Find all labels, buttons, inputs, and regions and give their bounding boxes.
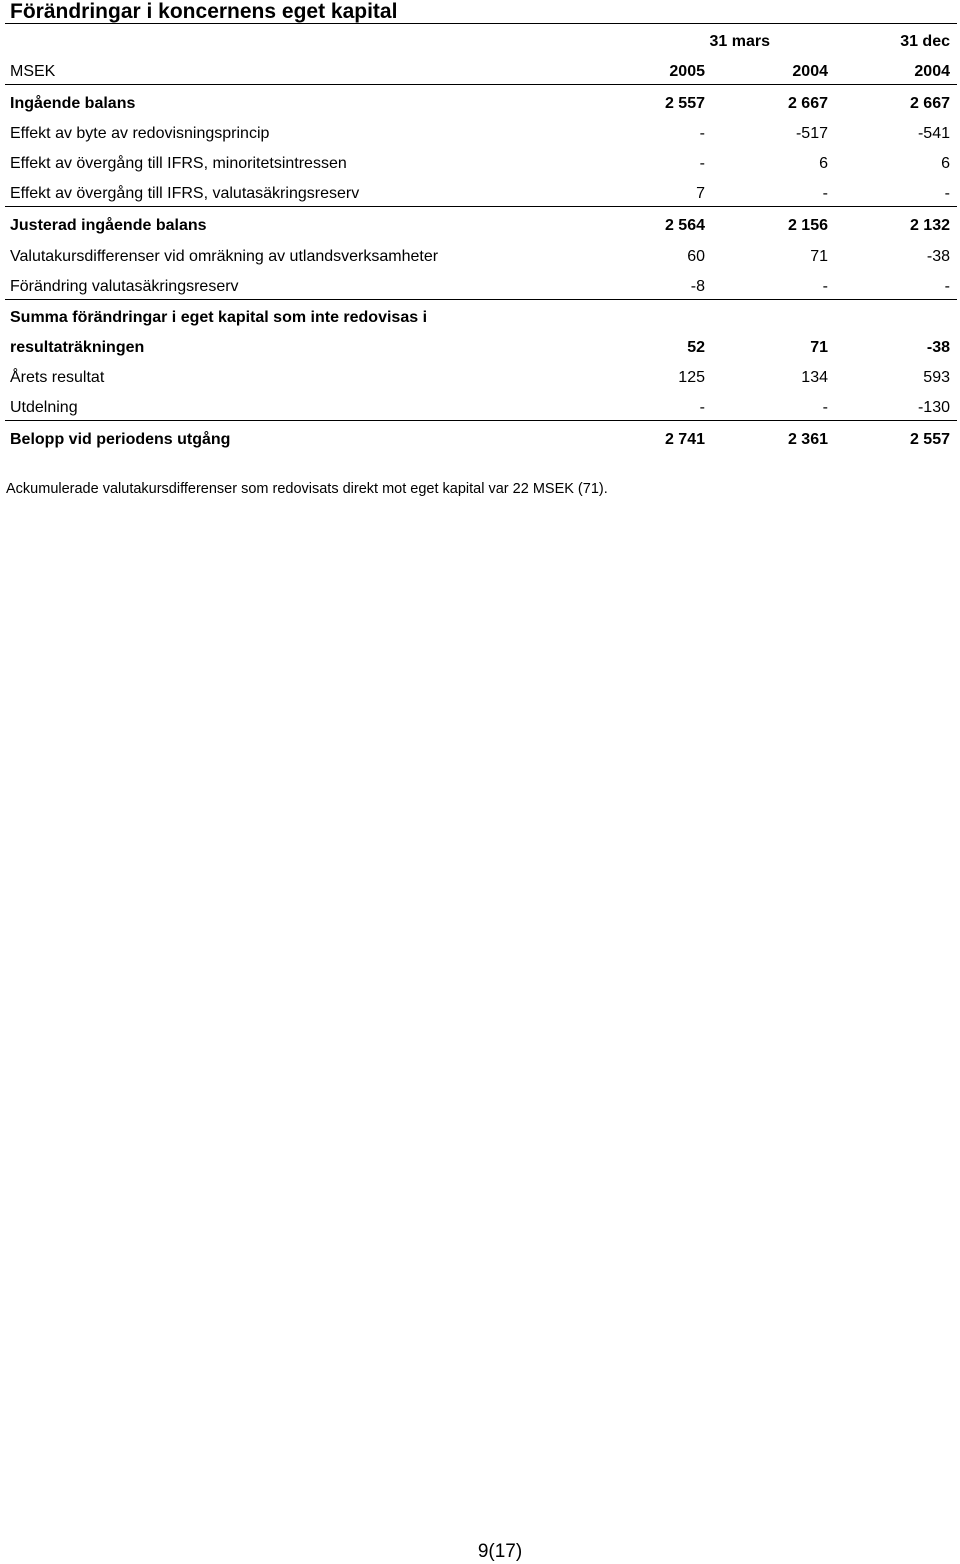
table-row <box>0 336 960 360</box>
cell-col-3: 2 132 <box>909 217 950 234</box>
row-label: Årets resultat <box>10 369 105 386</box>
cell-col-3: 6 <box>941 155 950 172</box>
cell-col-1: 2 557 <box>664 95 705 112</box>
cell-col-1: 125 <box>678 369 705 386</box>
year-col-1: 2005 <box>669 63 705 80</box>
cell-col-3: - <box>944 185 950 202</box>
cell-col-1: 60 <box>687 248 705 265</box>
table-row <box>0 366 960 390</box>
header-year-row <box>0 60 960 84</box>
row-label: Summa förändringar i eget kapital som inte redovisas i <box>10 309 428 326</box>
row-label: Effekt av byte av redovisningsprincip <box>10 125 270 142</box>
table-row <box>0 214 960 238</box>
header-period-row <box>0 30 960 54</box>
row-label: Valutakursdifferenser vid omräkning av utlandsverksamheter <box>10 248 439 265</box>
row-label: Utdelning <box>10 399 78 416</box>
cell-col-1: - <box>699 125 705 142</box>
row-label: Effekt av övergång till IFRS, minoritetsintressen <box>10 155 347 172</box>
table-row <box>0 182 960 206</box>
cell-col-2: 134 <box>801 369 828 386</box>
header-31-mars: 31 mars <box>709 33 770 50</box>
table-row <box>0 152 960 176</box>
total-rule <box>5 420 957 421</box>
row-label: Effekt av övergång till IFRS, valutasäkringsreserv <box>10 185 360 202</box>
cell-col-3: -38 <box>926 248 950 265</box>
unit-label: MSEK <box>10 63 56 80</box>
cell-col-1: 7 <box>696 185 705 202</box>
cell-col-3: - <box>944 278 950 295</box>
cell-col-2: 71 <box>810 339 828 356</box>
table-row <box>0 306 960 330</box>
cell-col-2: 2 667 <box>787 95 828 112</box>
cell-col-1: -8 <box>690 278 705 295</box>
cell-col-2: - <box>822 278 828 295</box>
footnote: Ackumulerade valutakursdifferenser som redovisats direkt mot eget kapital var 22 MSEK (71). <box>6 481 608 497</box>
cell-col-1: 2 741 <box>664 431 705 448</box>
subtotal-rule <box>5 206 957 207</box>
cell-col-2: -517 <box>795 125 828 142</box>
header-rule <box>5 84 957 85</box>
row-label: Ingående balans <box>10 95 136 112</box>
table-row <box>0 92 960 116</box>
year-col-3: 2004 <box>914 63 950 80</box>
table-row <box>0 275 960 299</box>
cell-col-1: - <box>699 399 705 416</box>
cell-col-3: -38 <box>926 339 950 356</box>
cell-col-2: 71 <box>810 248 828 265</box>
page-number: 9(17) <box>477 1541 523 1562</box>
table-row <box>0 122 960 146</box>
title-rule <box>5 23 957 24</box>
row-label: Justerad ingående balans <box>10 217 207 234</box>
cell-col-1: - <box>699 155 705 172</box>
cell-col-2: 2 361 <box>787 431 828 448</box>
subtotal-rule <box>5 299 957 300</box>
cell-col-2: 2 156 <box>787 217 828 234</box>
table-row <box>0 396 960 420</box>
cell-col-3: -130 <box>917 399 950 416</box>
year-col-2: 2004 <box>792 63 828 80</box>
cell-col-3: 2 667 <box>909 95 950 112</box>
cell-col-1: 52 <box>687 339 705 356</box>
row-label: Belopp vid periodens utgång <box>10 431 231 448</box>
cell-col-1: 2 564 <box>664 217 705 234</box>
cell-col-3: -541 <box>917 125 950 142</box>
header-31-dec: 31 dec <box>900 33 950 50</box>
statement-title: Förändringar i koncernens eget kapital <box>10 0 398 23</box>
table-row <box>0 245 960 269</box>
cell-col-3: 2 557 <box>909 431 950 448</box>
cell-col-2: - <box>822 185 828 202</box>
row-label: resultaträkningen <box>10 339 145 356</box>
cell-col-2: 6 <box>819 155 828 172</box>
table-row <box>0 428 960 452</box>
cell-col-2: - <box>822 399 828 416</box>
row-label: Förändring valutasäkringsreserv <box>10 278 239 295</box>
cell-col-3: 593 <box>923 369 950 386</box>
